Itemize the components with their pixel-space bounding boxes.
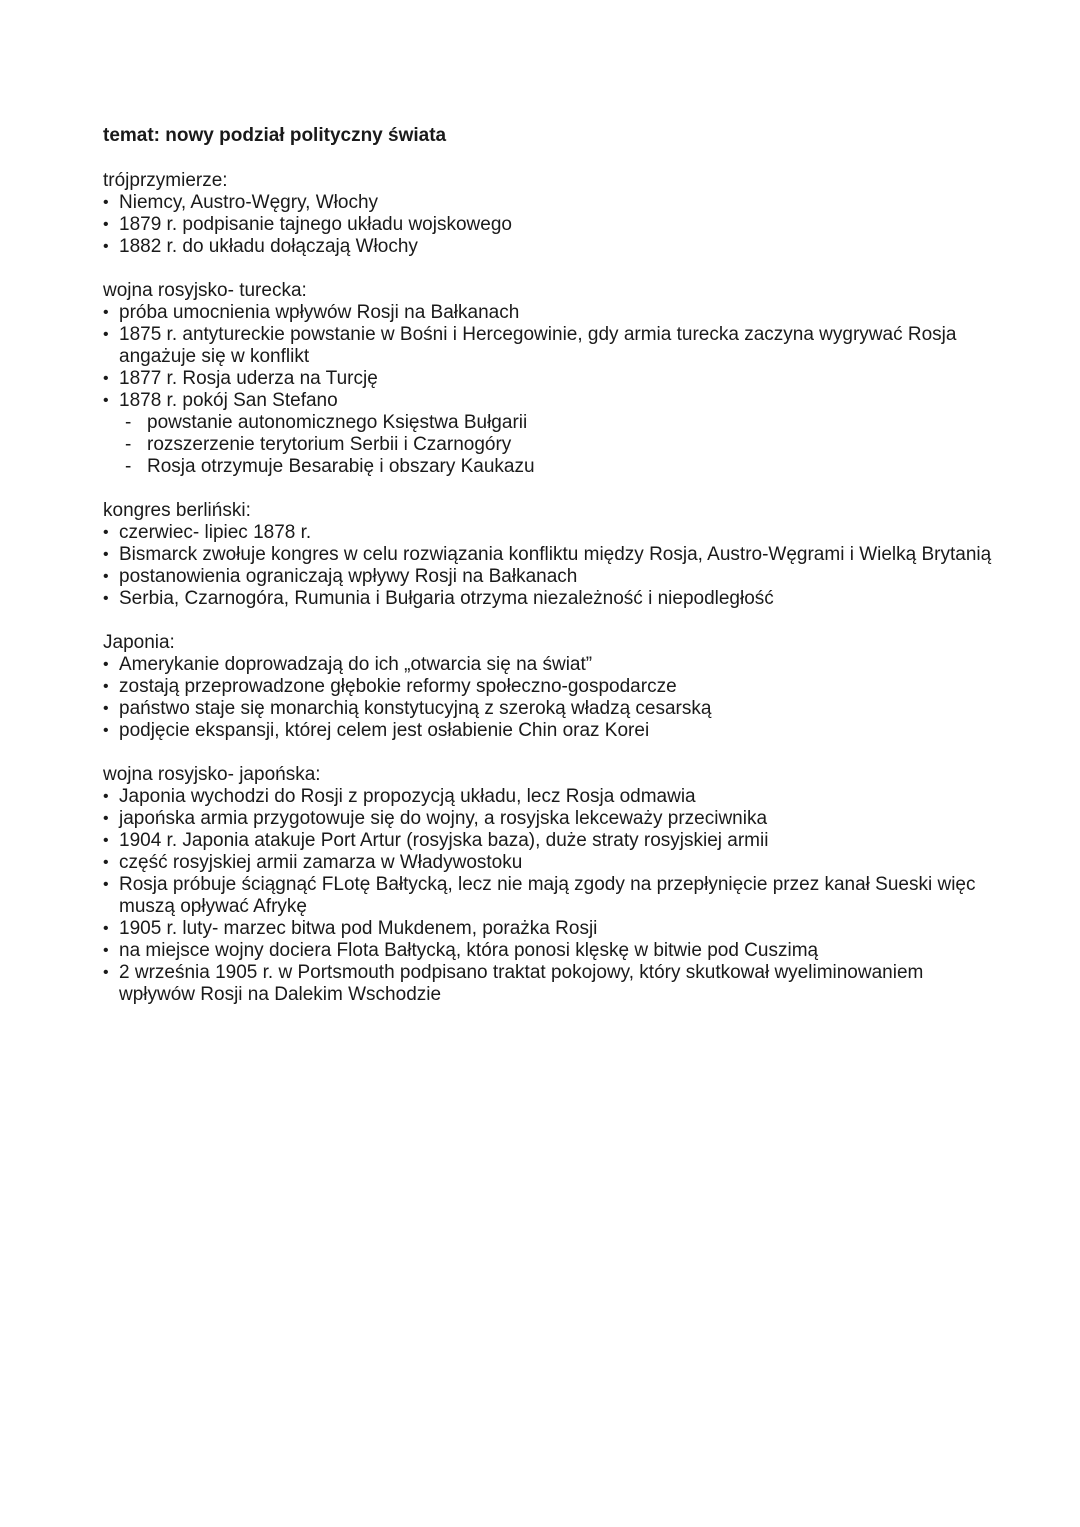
sub-list-item — [125, 434, 1003, 456]
list-item — [103, 566, 1003, 588]
bullet-list — [103, 192, 1003, 258]
bullet-icon: • — [103, 920, 109, 937]
list-item — [103, 368, 1003, 390]
section-heading: wojna rosyjsko- japońska: — [103, 764, 321, 785]
bullet-icon: • — [103, 568, 109, 585]
section-heading: wojna rosyjsko- turecka: — [103, 280, 307, 301]
bullet-icon: • — [103, 590, 109, 607]
bullet-icon: • — [103, 546, 109, 563]
list-item-text: 1875 r. antytureckie powstanie w Bośni i Hercegowinie, gdy armia turecka zaczyna wygrywać Rosja angażuje się w konflikt — [119, 324, 957, 367]
list-item — [103, 214, 1003, 236]
list-item — [103, 698, 1003, 720]
bullet-icon: • — [103, 392, 109, 409]
bullet-icon: • — [103, 216, 109, 233]
list-item-text: zostają przeprowadzone głębokie reformy społeczno-gospodarcze — [119, 676, 677, 697]
list-item-text: Serbia, Czarnogóra, Rumunia i Bułgaria otrzyma niezależność i niepodległość — [119, 588, 774, 609]
list-item-text: 1877 r. Rosja uderza na Turcję — [119, 368, 378, 389]
list-item-text: 2 września 1905 r. w Portsmouth podpisano traktat pokojowy, który skutkował wyeliminowaniem wpływów Rosji na Dalekim Wschodzie — [119, 962, 924, 1005]
bullet-list — [103, 654, 1003, 742]
bullet-list — [103, 302, 1003, 478]
list-item-text: 1882 r. do układu dołączają Włochy — [119, 236, 418, 257]
bullet-icon: • — [103, 678, 109, 695]
list-item — [103, 588, 1003, 610]
list-item — [103, 236, 1003, 258]
list-item-text: państwo staje się monarchią konstytucyjną z szeroką władzą cesarską — [119, 698, 712, 719]
list-item — [103, 654, 1003, 676]
document-page — [103, 122, 1003, 1028]
list-item-text: Japonia wychodzi do Rosji z propozycją układu, lecz Rosja odmawia — [119, 786, 696, 807]
sub-list-item-text: Rosja otrzymuje Besarabię i obszary Kaukazu — [147, 456, 535, 477]
bullet-list — [103, 522, 1003, 610]
list-item-text: czerwiec- lipiec 1878 r. — [119, 522, 312, 543]
bullet-icon: • — [103, 964, 109, 981]
list-item — [103, 720, 1003, 742]
list-item-text: 1904 r. Japonia atakuje Port Artur (rosyjska baza), duże straty rosyjskiej armii — [119, 830, 769, 851]
list-item — [103, 830, 1003, 852]
list-item-text: postanowienia ograniczają wpływy Rosji na Bałkanach — [119, 566, 578, 587]
sub-list-item-text: rozszerzenie terytorium Serbii i Czarnogóry — [147, 434, 512, 455]
section — [103, 632, 1003, 742]
list-item — [103, 786, 1003, 808]
list-item-text: 1878 r. pokój San Stefano — [119, 390, 338, 411]
list-item — [103, 544, 1003, 566]
list-item-text: podjęcie ekspansji, której celem jest osłabienie Chin oraz Korei — [119, 720, 650, 741]
sub-list-item — [125, 456, 1003, 478]
list-item-text: 1905 r. luty- marzec bitwa pod Mukdenem, porażka Rosji — [119, 918, 598, 939]
dash-icon: - — [125, 456, 132, 477]
list-item-text: Bismarck zwołuje kongres w celu rozwiązania konfliktu między Rosja, Austro-Węgrami i Wielką Brytanią — [119, 544, 992, 565]
section — [103, 170, 1003, 258]
section-heading: trójprzymierze: — [103, 170, 228, 191]
list-item — [103, 390, 1003, 478]
list-item — [103, 522, 1003, 544]
document-title: temat: nowy podział polityczny świata — [103, 125, 447, 146]
list-item-text: Rosja próbuje ściągnąć FLotę Bałtycką, lecz nie mają zgody na przepłynięcie przez kanał Sueski więc muszą opływać Afrykę — [119, 874, 976, 917]
list-item — [103, 852, 1003, 874]
bullet-icon: • — [103, 876, 109, 893]
list-item-text: na miejsce wojny dociera Flota Bałtycką, która ponosi klęskę w bitwie pod Cuszimą — [119, 940, 819, 961]
bullet-icon: • — [103, 832, 109, 849]
list-item — [103, 302, 1003, 324]
bullet-icon: • — [103, 700, 109, 717]
sub-list-item-text: powstanie autonomicznego Księstwa Bułgarii — [147, 412, 528, 433]
list-item — [103, 962, 1003, 1006]
list-item — [103, 324, 1003, 368]
list-item-text: 1879 r. podpisanie tajnego układu wojskowego — [119, 214, 512, 235]
bullet-icon: • — [103, 326, 109, 343]
list-item — [103, 676, 1003, 698]
bullet-icon: • — [103, 810, 109, 827]
list-item — [103, 808, 1003, 830]
bullet-icon: • — [103, 854, 109, 871]
section — [103, 500, 1003, 610]
list-item — [103, 940, 1003, 962]
list-item — [103, 192, 1003, 214]
bullet-icon: • — [103, 370, 109, 387]
section — [103, 764, 1003, 1006]
section-heading: kongres berliński: — [103, 500, 251, 521]
list-item — [103, 918, 1003, 940]
sub-list-item — [125, 412, 1003, 434]
list-item-text: próba umocnienia wpływów Rosji na Bałkanach — [119, 302, 520, 323]
bullet-icon: • — [103, 524, 109, 541]
list-item — [103, 874, 1003, 918]
dash-icon: - — [125, 412, 132, 433]
list-item-text: Niemcy, Austro-Węgry, Włochy — [119, 192, 379, 213]
section-heading: Japonia: — [103, 632, 175, 653]
bullet-icon: • — [103, 238, 109, 255]
bullet-icon: • — [103, 304, 109, 321]
list-item-text: Amerykanie doprowadzają do ich „otwarcia się na świat” — [119, 654, 593, 675]
bullet-list — [103, 786, 1003, 1006]
dash-list — [119, 412, 1003, 478]
bullet-icon: • — [103, 942, 109, 959]
bullet-icon: • — [103, 194, 109, 211]
bullet-icon: • — [103, 656, 109, 673]
bullet-icon: • — [103, 788, 109, 805]
sections-container — [103, 170, 1003, 1006]
dash-icon: - — [125, 434, 132, 455]
bullet-icon: • — [103, 722, 109, 739]
section — [103, 280, 1003, 478]
list-item-text: japońska armia przygotowuje się do wojny, a rosyjska lekceważy przeciwnika — [119, 808, 768, 829]
list-item-text: część rosyjskiej armii zamarza w Władywostoku — [119, 852, 523, 873]
